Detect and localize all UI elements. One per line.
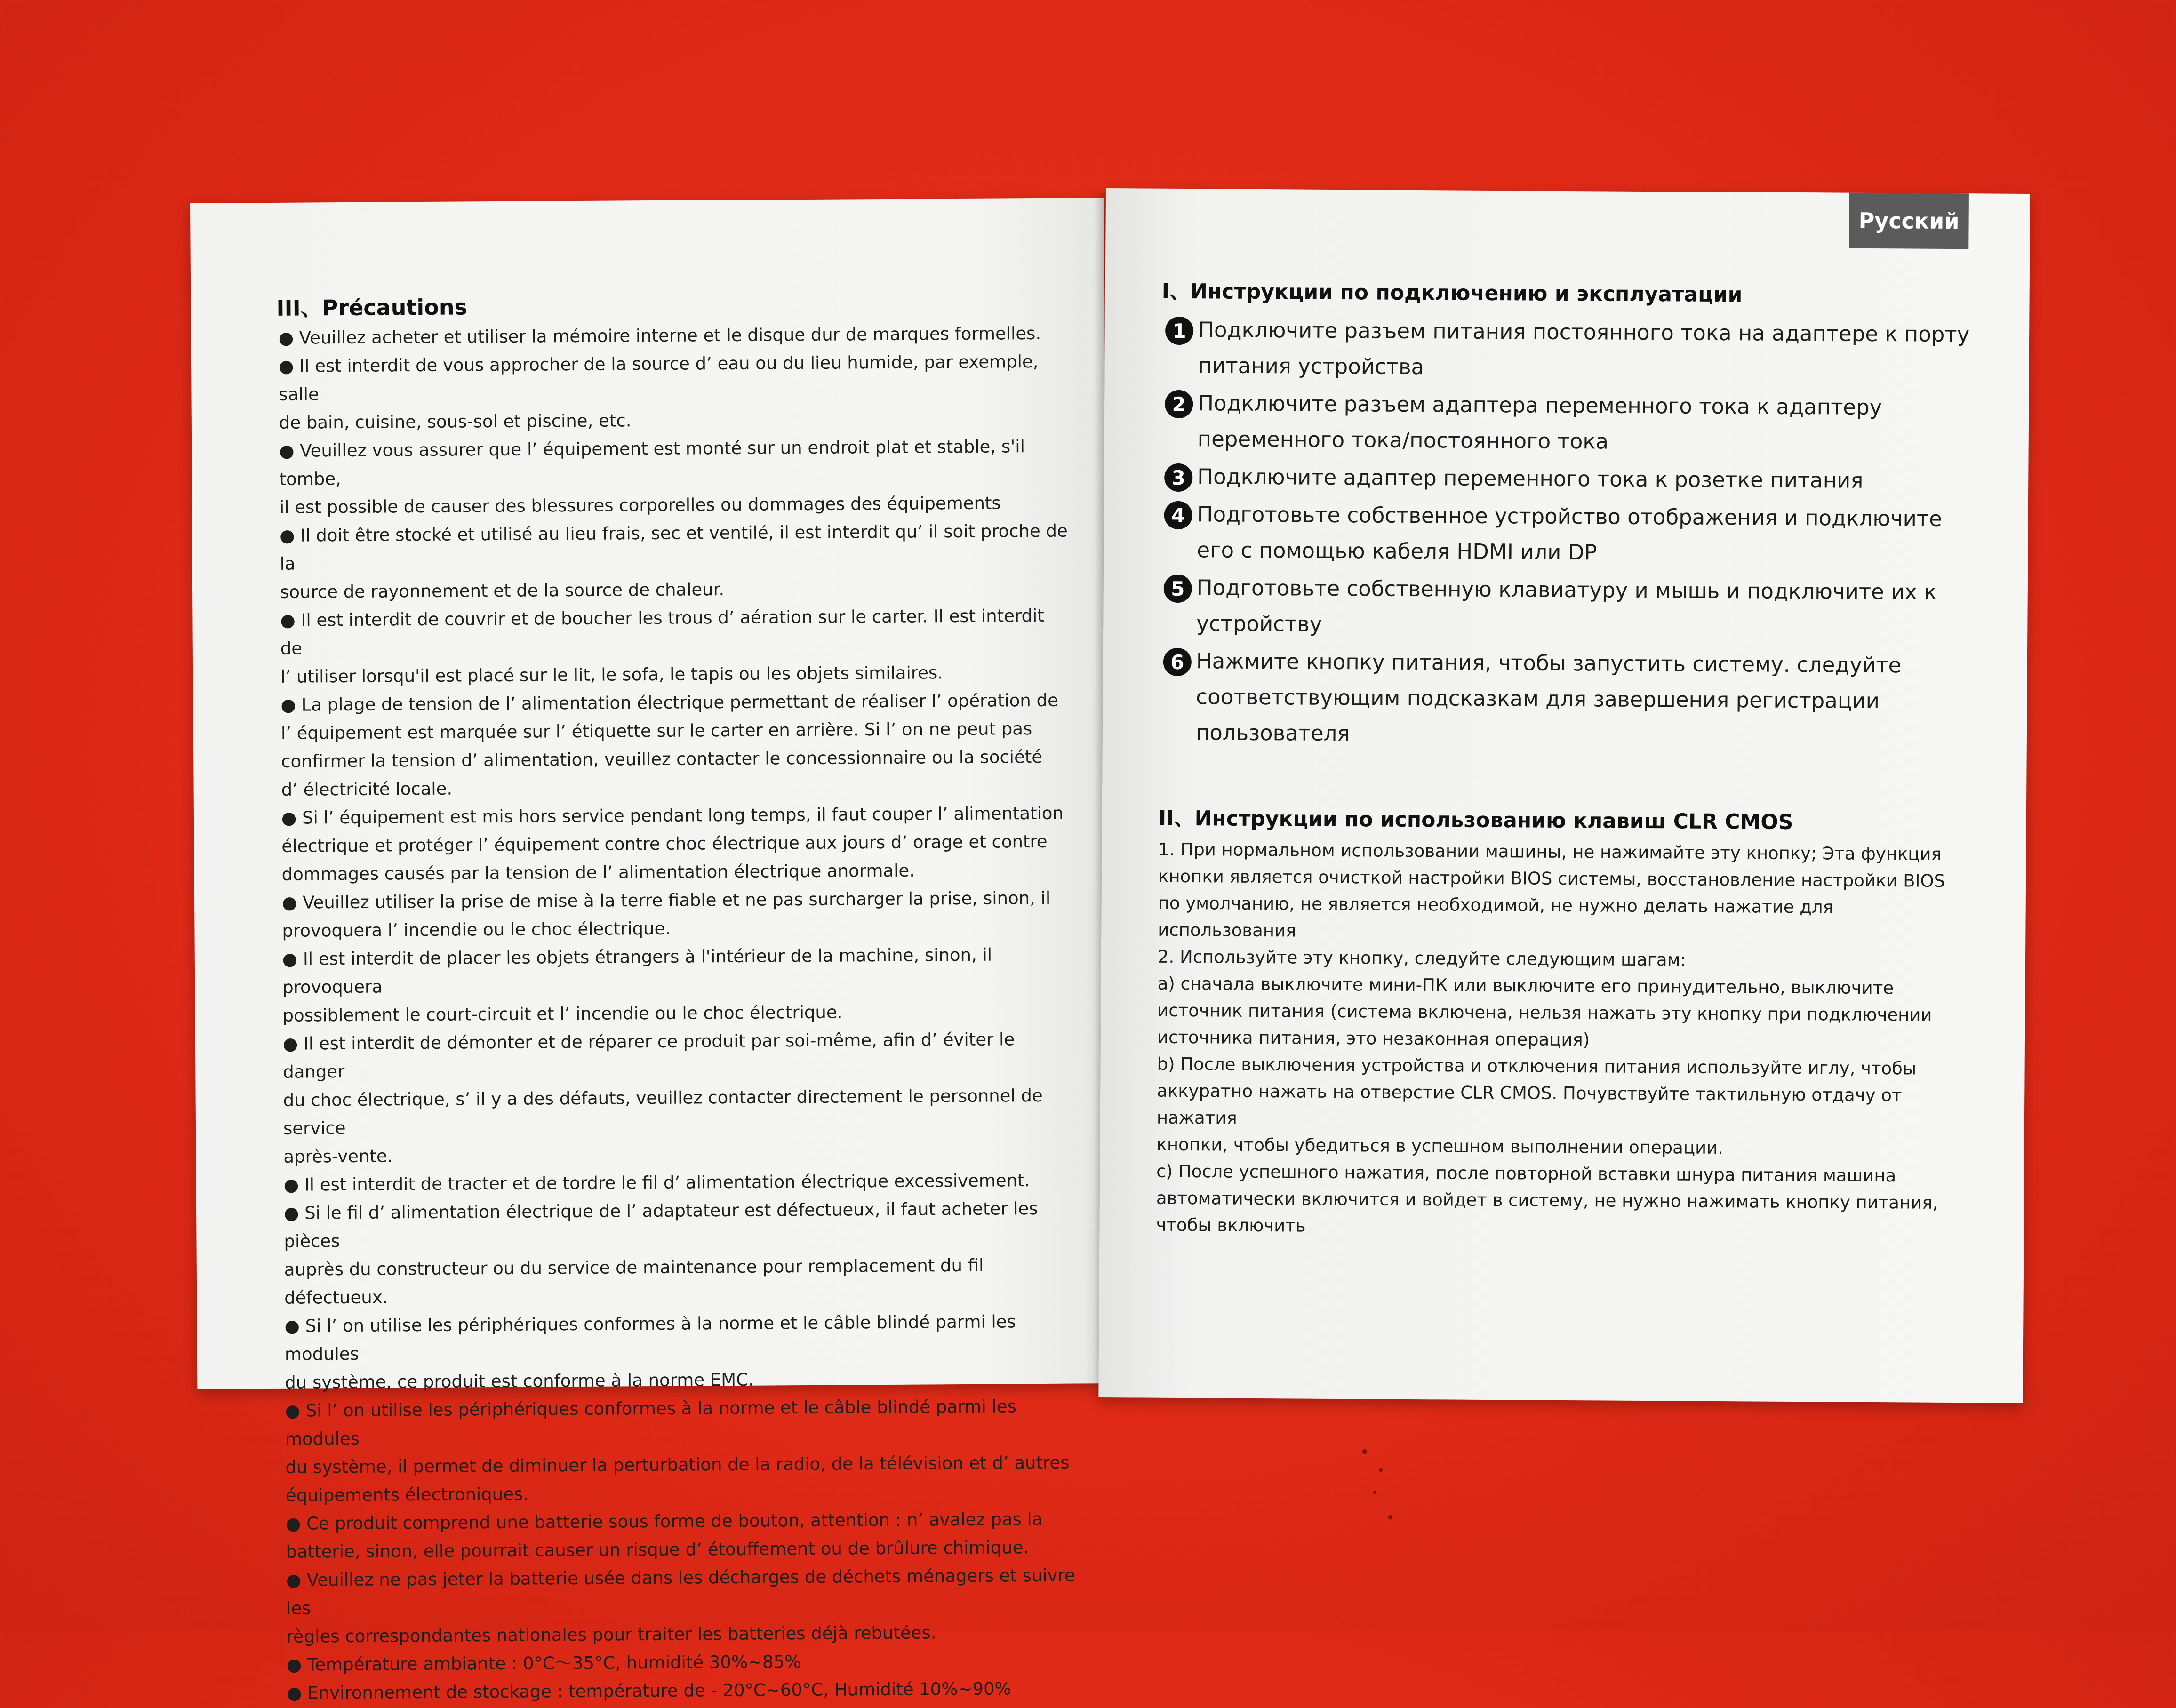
clr-cmos-line: автоматически включится и войдет в систему, не нужно нажимать кнопку питания, <box>1156 1188 1938 1213</box>
clr-cmos-line: чтобы включить <box>1156 1214 1306 1236</box>
precaution-line: ● Veuillez ne pas jeter la batterie usée dans les décharges de déchets ménagers et suivre les <box>286 1565 1075 1619</box>
cloth-speck <box>1362 1449 1367 1454</box>
precaution-line: de bain, cuisine, sous-sol et piscine, etc. <box>279 410 632 433</box>
precaution-line: du système, il permet de diminuer la perturbation de la radio, de la télévision et d’ autres <box>285 1452 1070 1477</box>
step-text: Подключите разъем адаптера переменного тока к адаптеру переменного тока/постоянного тока <box>1197 391 1882 454</box>
precaution-line: auprès du constructeur ou du service de maintenance pour remplacement du fil défectueux. <box>284 1255 984 1308</box>
right-page <box>1098 188 2030 1403</box>
left-page <box>190 198 1111 1703</box>
precaution-line: l’ utiliser lorsqu'il est placé sur le lit, le sofa, le tapis ou les objets similaires. <box>280 662 944 687</box>
precaution-line: d’ électricité locale. <box>281 778 453 800</box>
clr-cmos-line: источника питания, это незаконная операция) <box>1157 1027 1590 1050</box>
clr-cmos-line: 1. При нормальном использовании машины, не нажимайте эту кнопку; Эта функция <box>1158 839 1942 864</box>
cloth-speck <box>1373 1491 1376 1494</box>
precaution-line: du choc électrique, s’ il y a des défauts, veuillez contacter directement le personnel de service <box>283 1085 1043 1139</box>
step-item <box>1164 496 1974 573</box>
precaution-line: du système, ce produit est conforme à la norme EMC. <box>285 1369 754 1393</box>
precaution-line: source de rayonnement et de la source de chaleur. <box>280 579 725 602</box>
clr-cmos-line: a) сначала выключите мини-ПК или выключите его принудительно, выключите <box>1157 973 1894 998</box>
precaution-line: ● Si l’ on utilise les périphériques conformes à la norme et le câble blindé parmi les modules <box>284 1311 1016 1365</box>
section-title-precautions: III、Précautions <box>276 294 468 321</box>
clr-cmos-line: кнопки, чтобы убедиться в успешном выполнении операции. <box>1156 1134 1724 1158</box>
clr-cmos-line: c) После успешного нажатия, после повторной вставки шнура питания машина <box>1156 1161 1896 1186</box>
step-number-badge: 1 <box>1165 317 1193 345</box>
connection-steps <box>1163 312 1975 757</box>
clr-cmos-line: 2. Используйте эту кнопку, следуйте следующим шагам: <box>1157 946 1687 970</box>
precaution-line: ● La plage de tension de l’ alimentation électrique permettant de réaliser l’ opération de <box>280 690 1058 715</box>
cloth-speck <box>1379 1468 1383 1472</box>
precaution-line: ● Ce produit comprend une batterie sous forme de bouton, attention : n’ avalez pas la <box>286 1508 1043 1534</box>
precaution-line: ● Il est interdit de tracter et de tordre le fil d’ alimentation électrique excessivement. <box>283 1170 1030 1195</box>
clr-cmos-instructions <box>1156 836 1968 1243</box>
precaution-line: ● Environnement de stockage : température de - 20°C~60°C, Humidité 10%~90% <box>287 1678 1011 1703</box>
precaution-line: ● Il est interdit de vous approcher de la source d’ eau ou du lieu humide, par exemple, salle <box>278 351 1039 405</box>
precaution-line: ● Il doit être stocké et utilisé au lieu frais, sec et ventilé, il est interdit qu’ il soit proche de la <box>280 520 1068 574</box>
precautions-list <box>279 319 1078 1708</box>
precaution-line: ● Veuillez acheter et utiliser la mémoire interne et le disque dur de marques formelles. <box>278 323 1041 348</box>
step-item <box>1164 459 1974 500</box>
precaution-line: possiblement le court-circuit et l’ incendie ou le choc électrique. <box>282 1002 843 1026</box>
precaution-line: règles correspondantes nationales pour traiter les batteries déjà rebutées. <box>286 1622 936 1647</box>
section-title-clr-cmos: II、Инструкции по использованию клавиш CLR CMOS <box>1158 806 1793 834</box>
step-number-badge: 3 <box>1164 463 1192 492</box>
step-text: Подготовьте собственную клавиатуру и мышь и подключите их к устройству <box>1196 575 1937 637</box>
precaution-line: ● Veuillez utiliser la prise de mise à la terre fiable et ne pas surcharger la prise, sinon, il <box>281 887 1051 913</box>
step-item <box>1163 643 1973 756</box>
precaution-line: ● Si l’ équipement est mis hors service pendant long temps, il faut couper l’ alimentation <box>281 803 1064 828</box>
precaution-line: ● Il est interdit de couvrir et de boucher les trous d’ aération sur le carter. Il est interdit de <box>280 605 1044 659</box>
step-text: Нажмите кнопку питания, чтобы запустить систему. следуйте соответствующим подсказкам для завершения регистрации пользователя <box>1195 648 1902 746</box>
precaution-line: ● Température ambiante : 0°C～35°C, humidité 30%~85% <box>286 1652 801 1675</box>
precaution-line: ● Si l’ on utilise les périphériques conformes à la norme et le câble blindé parmi les modules <box>285 1396 1017 1449</box>
precaution-line: confirmer la tension d’ alimentation, veuillez contacter le concessionnaire ou la société <box>281 746 1043 772</box>
precaution-line: ● Il est interdit de démonter et de réparer ce produit par soi-même, afin d’ éviter le danger <box>282 1029 1015 1082</box>
precaution-line: ● Si le fil d’ alimentation électrique de l’ adaptateur est défectueux, il faut acheter les pièces <box>283 1198 1038 1252</box>
precaution-line: dommages causés par la tension de l’ alimentation électrique anormale. <box>281 860 915 885</box>
clr-cmos-line: источник питания (система включена, нельзя нажать эту кнопку при подключении <box>1157 1000 1932 1025</box>
section-title-connection: I、Инструкции по подключению и эксплуатации <box>1161 279 1743 307</box>
precaution-line: l’ équipement est marquée sur l’ étiquette sur le carter en arrière. Si l’ on ne peut pas <box>280 718 1032 743</box>
clr-cmos-line: аккуратно нажать на отверстие CLR CMOS. Почувствуйте тактильную отдачу от нажатия <box>1156 1080 1902 1128</box>
precaution-line: ● Il est interdit de placer les objets étrangers à l'intérieur de la machine, sinon, il provoquera <box>282 944 992 998</box>
step-number-badge: 4 <box>1164 501 1192 529</box>
step-number-badge: 6 <box>1163 648 1192 676</box>
step-number-badge: 5 <box>1164 575 1192 603</box>
precaution-line: batterie, sinon, elle pourrait causer un risque d’ étouffement ou de brûlure chimique. <box>286 1537 1029 1562</box>
step-text: Подготовьте собственное устройство отображения и подключите его с помощью кабеля HDMI или DP <box>1197 502 1942 565</box>
precaution-line: provoquera l’ incendie ou le choc électrique. <box>282 918 671 941</box>
clr-cmos-line: кнопки является очисткой настройки BIOS системы, восстановление настройки BIOS <box>1158 866 1945 891</box>
precaution-line: électrique et protéger l’ équipement contre choc électrique aux jours d’ orage et contre <box>281 831 1048 856</box>
clr-cmos-line: по умолчанию, не является необходимой, не нужно делать нажатие для использования <box>1158 893 1834 941</box>
step-text: Подключите разъем питания постоянного тока на адаптере к порту питания устройства <box>1198 317 1970 380</box>
step-item <box>1163 570 1973 646</box>
step-number-badge: 2 <box>1165 390 1193 418</box>
clr-cmos-line: b) После выключения устройства и отключения питания используйте иглу, чтобы <box>1157 1054 1917 1079</box>
step-item <box>1165 385 1975 462</box>
precaution-line: il est possible de causer des blessures corporelles ou dommages des équipements <box>279 493 1001 518</box>
language-tab: Русский <box>1849 193 1969 249</box>
cloth-speck <box>1388 1515 1392 1519</box>
step-text: Подключите адаптер переменного тока к розетке питания <box>1197 464 1864 493</box>
precaution-line: équipements électroniques. <box>285 1484 529 1506</box>
precaution-line: après-vente. <box>283 1146 393 1167</box>
precaution-line: ● Veuillez vous assurer que l’ équipement est monté sur un endroit plat et stable, s'il tombe, <box>279 436 1025 489</box>
step-item <box>1165 312 1975 389</box>
